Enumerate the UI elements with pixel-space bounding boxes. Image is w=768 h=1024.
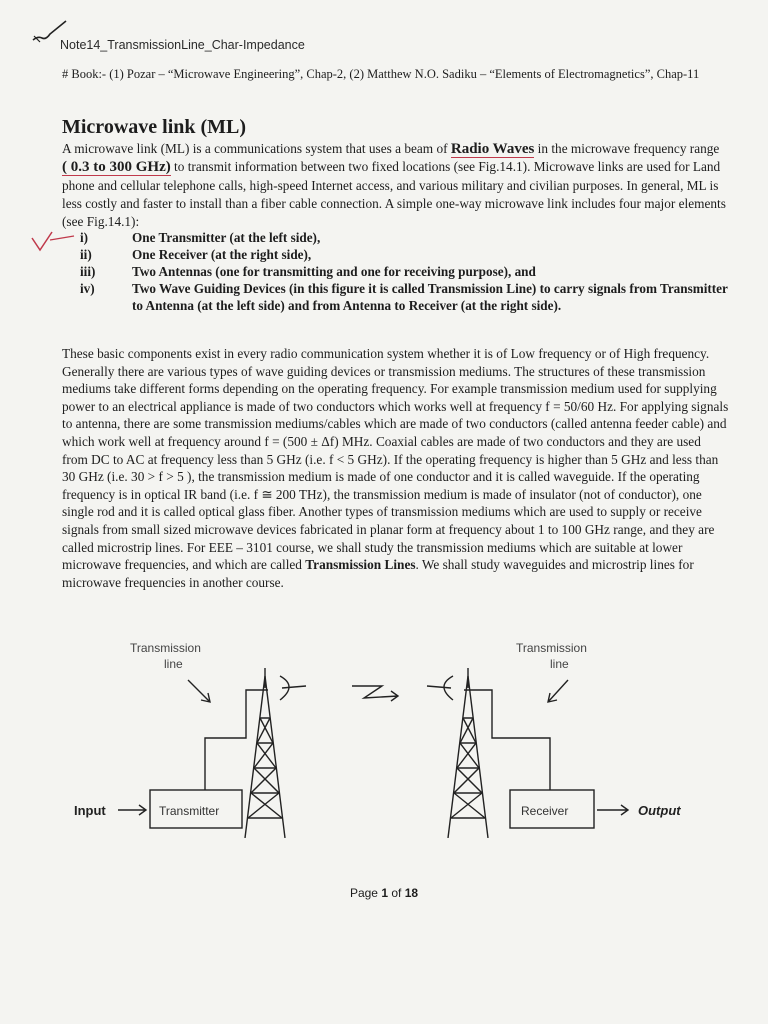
input-arrow-icon <box>118 805 146 815</box>
intro-text-1: A microwave link (ML) is a communications system that uses a beam of <box>62 141 451 156</box>
intro-text-2: in the microwave frequency range <box>534 141 720 156</box>
elements-list <box>80 229 730 314</box>
note-title: Note14_TransmissionLine_Char-Impedance <box>60 38 305 52</box>
left-antenna-icon <box>280 676 306 700</box>
intro-paragraph <box>62 140 727 231</box>
list-item: ii) One Receiver (at the right side), <box>80 247 312 262</box>
left-annotation-arrow-icon <box>188 680 210 702</box>
right-antenna-icon <box>427 676 453 700</box>
right-transmission-wire <box>464 690 550 790</box>
left-tower-icon <box>245 668 285 838</box>
page-number: Page 1 of 18 <box>349 886 419 900</box>
list-item: iv) Two Wave Guiding Devices (in this figure it is called Transmission Line) to carry signals from Transmitter to Antenna (at the left side) and from Antenna to Receiver (at the right side). <box>80 281 728 313</box>
right-annotation-arrow-icon <box>548 680 568 702</box>
list-item: iii) Two Antennas (one for transmitting and one for receiving purpose), and <box>80 264 536 279</box>
body-text-1: These basic components exist in every radio communication system whether it is of Low frequency or of High frequency. Generally there are various types of wave guiding devices or transmission mediums. The structures of these transmission mediums take different forms depending on the operating frequency. For example transmission medium used for supplying power to an electrical appliance is made of two conductors which works well at frequency f = 50/60 Hz. For applying signals to antenna, there are some transmission mediums/cables which are made of two conductors (called antenna feeder cable) and which work well at frequency around f = (500 ± Δf) MHz. Coaxial cables are made of two conductors and they are used from DC to AC at frequency less than 5 GHz (i.e. f < 5 GHz). If the operating frequency is higher than 5 GHz and less than 30 GHz (i.e. 30 > f > 5 ), the transmission medium is made of one conductor and it is called waveguide. If the operating frequency is in optical IR band (i.e. f ≅ 200 THz), the transmission medium is made of insulator (not of conductor), one single rod and it is called optical glass fiber. Another types of transmission mediums which are used to supply or receive signals from small sized microwave devices fabricated in planar form at frequency about 1 to 100 GHz range, and they are called microstrip lines. For EEE – 3101 course, we shall study the transmission mediums which are suitable at lower microwave frequencies, and which are called <box>62 346 729 573</box>
output-label: Output <box>638 803 681 818</box>
body-text-2: . We shall study waveguides and microstrip lines for microwave frequencies in another course. <box>62 557 694 590</box>
input-label: Input <box>74 803 106 818</box>
body-paragraph <box>62 345 730 591</box>
check-mark-icon <box>30 228 76 256</box>
transmission-lines-term: Transmission Lines <box>305 557 416 573</box>
frequency-range: ( 0.3 to 300 GHz) <box>62 159 171 176</box>
radio-waves-term: Radio Waves <box>450 141 535 157</box>
right-tower-icon <box>448 668 488 838</box>
list-item: i) One Transmitter (at the left side), <box>80 230 321 245</box>
wave-arrow-icon <box>352 686 398 701</box>
transmitter-label: Transmitter <box>159 804 220 818</box>
right-tl-label-1: Transmission <box>516 641 587 655</box>
intro-text-3: to transmit information between two fixed locations (see Fig.14.1). Microwave links are used for Land phone and cellular telephone calls, high-speed Internet access, and various military and civilian purposes. In general, ML is less costly and faster to install than a fiber cable connection. A simple one-way microwave link includes four major elements (see Fig.14.1): <box>62 159 726 230</box>
output-arrow-icon <box>597 805 628 815</box>
book-reference: # Book:- (1) Pozar – “Microwave Engineering”, Chap-2, (2) Matthew N.O. Sadiku – “Elements of Electromagnetics”, Chap-11 <box>62 67 700 81</box>
left-tl-label-2: line <box>164 657 183 671</box>
left-tl-label-1: Transmission <box>130 641 201 655</box>
section-title: Microwave link (ML) <box>62 116 247 138</box>
receiver-label: Receiver <box>521 804 569 818</box>
right-tl-label-2: line <box>550 657 569 671</box>
microwave-link-figure <box>60 628 710 838</box>
